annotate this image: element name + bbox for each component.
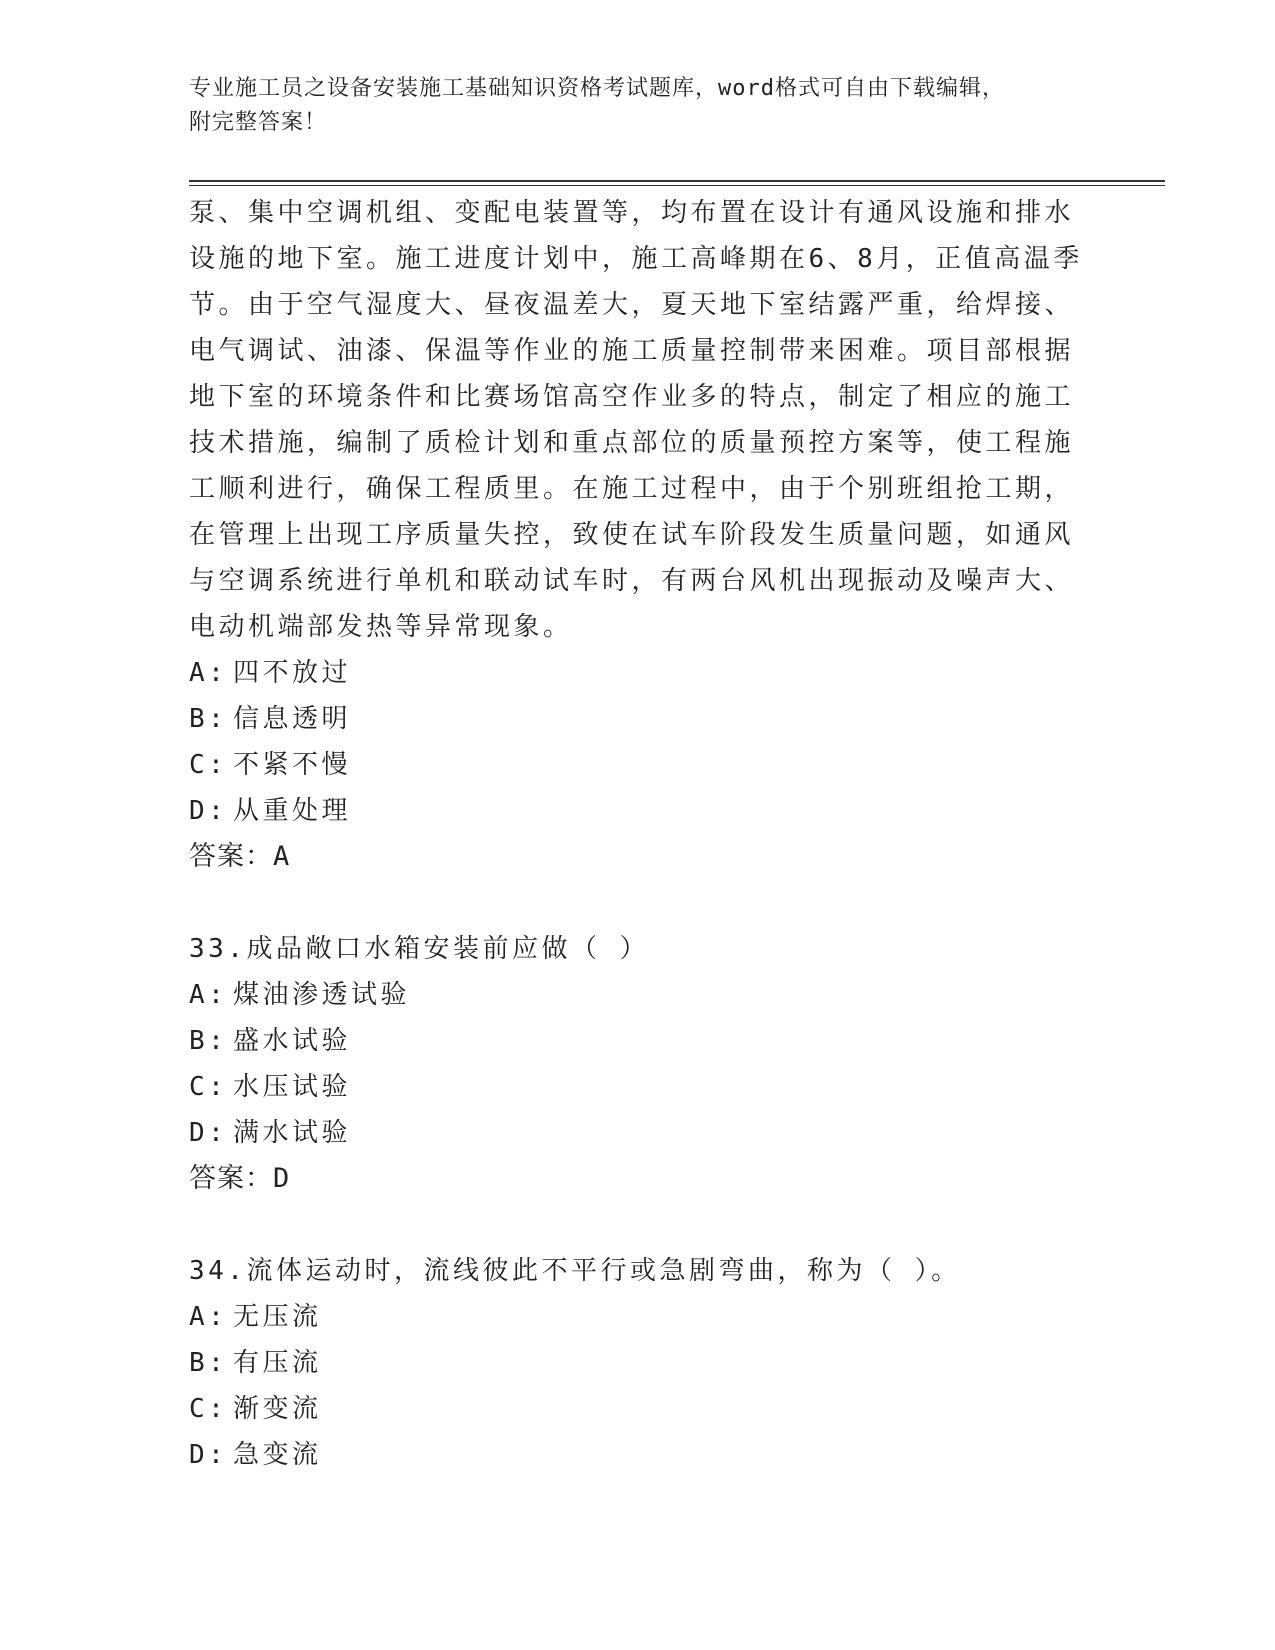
- option-text: 不紧不慢: [233, 750, 352, 780]
- option-c: [189, 1064, 1089, 1110]
- option-text: 水压试验: [233, 1072, 352, 1102]
- option-text: 渐变流: [233, 1394, 322, 1424]
- option-a: [189, 1294, 1089, 1340]
- q34-question: 34.流体运动时，流线彼此不平行或急剧弯曲，称为（ ）。: [189, 1256, 961, 1286]
- passage-line: 技术措施，编制了质检计划和重点部位的质量预控方案等，使工程施: [189, 428, 1075, 458]
- header-title-line-2: 附完整答案！: [189, 110, 328, 135]
- option-b: [189, 1018, 1089, 1064]
- passage-line: 在管理上出现工序质量失控，致使在试车阶段发生质量问题，如通风: [189, 520, 1075, 550]
- option-text: 有压流: [233, 1348, 322, 1378]
- passage-line: 泵、集中空调机组、变配电装置等，均布置在设计有通风设施和排水: [189, 198, 1075, 228]
- passage-line: 电气调试、油漆、保温等作业的施工质量控制带来困难。项目部根据: [189, 336, 1075, 366]
- option-text: 满水试验: [233, 1118, 352, 1148]
- question-passage: [189, 190, 1089, 650]
- option-text: 从重处理: [233, 796, 352, 826]
- passage-line: 设施的地下室。施工进度计划中，施工高峰期在6、8月，正值高温季: [189, 244, 1083, 274]
- option-letter: C:: [189, 1394, 228, 1424]
- answer-value: A: [273, 841, 291, 872]
- option-c: [189, 742, 1089, 788]
- option-a: [189, 650, 1089, 696]
- document-header: [189, 72, 1089, 140]
- option-letter: B:: [189, 1348, 228, 1378]
- option-letter: B:: [189, 1026, 228, 1056]
- option-text: 无压流: [233, 1302, 322, 1332]
- option-letter: D:: [189, 1118, 228, 1148]
- q33-options: [189, 972, 1089, 1156]
- option-text: 煤油渗透试验: [233, 980, 411, 1010]
- option-letter: D:: [189, 1440, 228, 1470]
- header-title-line-1: 专业施工员之设备安装施工基础知识资格考试题库，word格式可自由下载编辑，: [189, 76, 1005, 101]
- spacer: [189, 1202, 1089, 1248]
- q33-answer: [189, 1156, 1089, 1202]
- option-b: [189, 696, 1089, 742]
- answer-label: 答案：: [189, 841, 273, 872]
- option-letter: A:: [189, 980, 228, 1010]
- q32-options: [189, 650, 1089, 834]
- option-d: [189, 1110, 1089, 1156]
- passage-line: 电动机端部发热等异常现象。: [189, 612, 573, 642]
- option-b: [189, 1340, 1089, 1386]
- option-letter: B:: [189, 704, 228, 734]
- answer-value: D: [273, 1163, 291, 1194]
- option-text: 盛水试验: [233, 1026, 352, 1056]
- option-text: 四不放过: [233, 658, 352, 688]
- option-letter: C:: [189, 1072, 228, 1102]
- spacer: [189, 880, 1089, 926]
- q32-answer: [189, 834, 1089, 880]
- option-c: [189, 1386, 1089, 1432]
- document-body: [189, 190, 1089, 1478]
- option-text: 信息透明: [233, 704, 352, 734]
- passage-line: 与空调系统进行单机和联动试车时，有两台风机出现振动及噪声大、: [189, 566, 1075, 596]
- answer-label: 答案：: [189, 1163, 273, 1194]
- option-text: 急变流: [233, 1440, 322, 1470]
- option-a: [189, 972, 1089, 1018]
- header-divider: [189, 180, 1165, 186]
- passage-line: 节。由于空气湿度大、昼夜温差大，夏天地下室结露严重，给焊接、: [189, 290, 1075, 320]
- option-d: [189, 1432, 1089, 1478]
- option-letter: A:: [189, 658, 228, 688]
- option-letter: C:: [189, 750, 228, 780]
- q34-options: [189, 1294, 1089, 1478]
- option-d: [189, 788, 1089, 834]
- option-letter: A:: [189, 1302, 228, 1332]
- passage-line: 工顺利进行，确保工程质里。在施工过程中，由于个别班组抢工期，: [189, 474, 1075, 504]
- q33-question: 33.成品敞口水箱安装前应做（ ）: [189, 934, 650, 964]
- passage-line: 地下室的环境条件和比赛场馆高空作业多的特点，制定了相应的施工: [189, 382, 1075, 412]
- option-letter: D:: [189, 796, 228, 826]
